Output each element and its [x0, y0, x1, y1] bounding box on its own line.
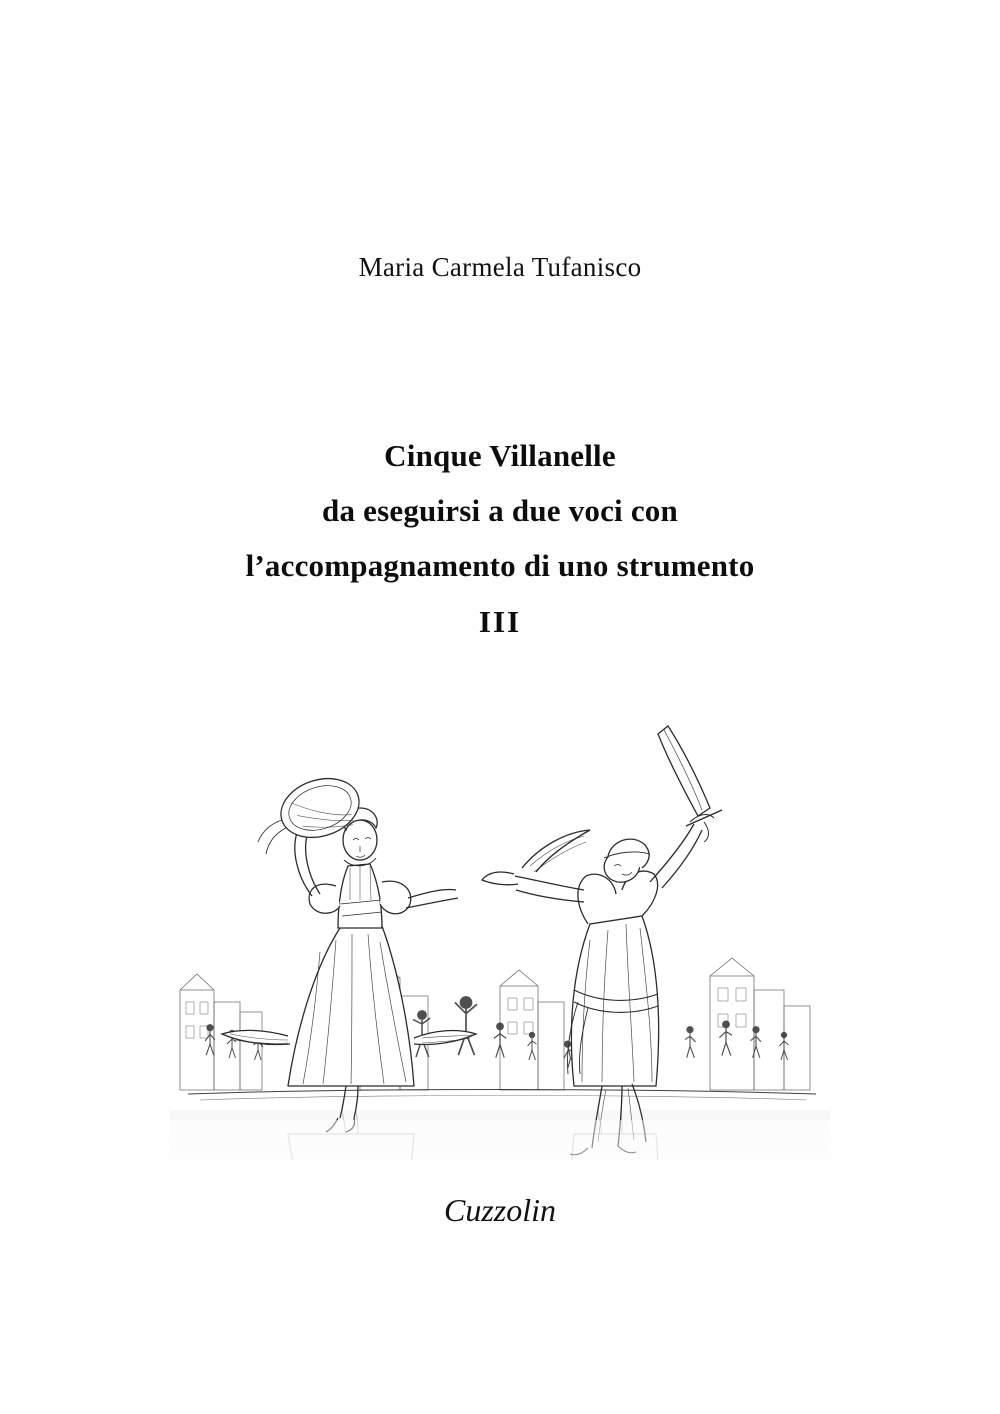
title-line-2: da eseguirsi a due voci con — [322, 493, 678, 529]
title-line-3: l’accompagnamento di uno strumento — [245, 548, 755, 584]
title-volume-number: III — [478, 603, 522, 639]
publisher-name: Cuzzolin — [443, 1192, 557, 1228]
author-name: Maria Carmela Tufanisco — [358, 252, 642, 282]
title-line-1: Cinque Villanelle — [384, 438, 616, 473]
book-title — [0, 428, 1000, 649]
cover-illustration — [170, 690, 830, 1160]
